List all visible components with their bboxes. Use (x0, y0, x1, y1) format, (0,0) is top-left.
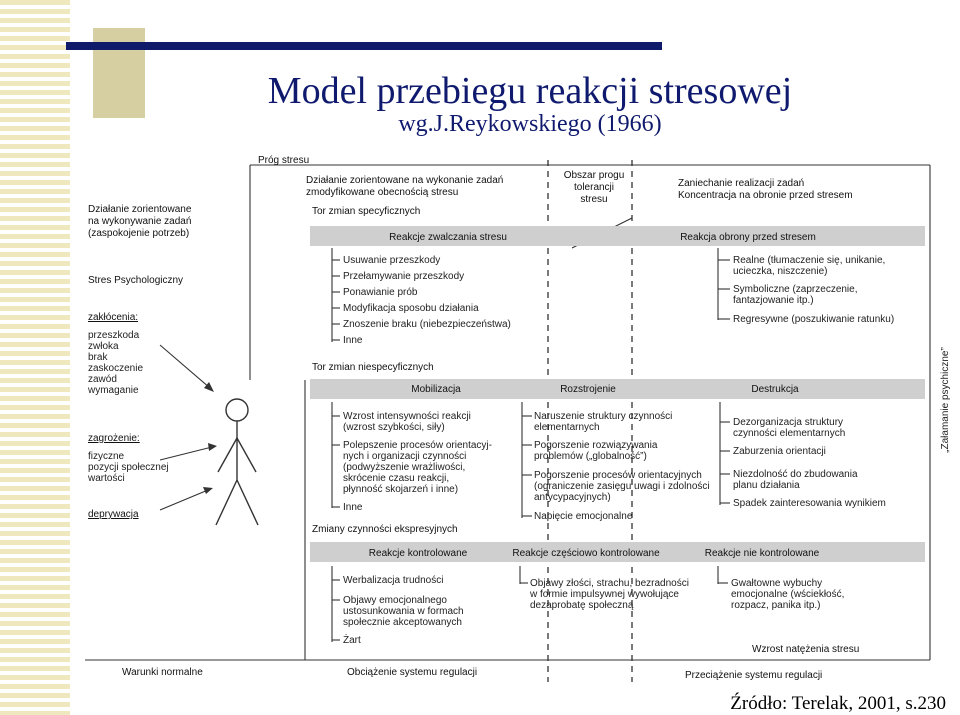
zalamanie-psychiczne-label: „Załamanie psychiczne” (940, 347, 951, 453)
zagrozenie-item: wartości (88, 473, 125, 484)
bar3-kontrolowane: Reakcje kontrolowane (368, 548, 468, 559)
czesciowo-item: w formie impulsywnej wywołujące (530, 589, 679, 600)
mobilizacja-item: Inne (343, 502, 363, 513)
obszar-progu-2: tolerancji (573, 182, 615, 193)
slide-title: Model przebiegu reakcji stresowej (267, 70, 793, 112)
zwalczanie-item: Inne (343, 335, 363, 346)
kontrolowane-item: Żart (343, 635, 361, 646)
obrona-item: ucieczka, niszczenie) (733, 266, 828, 277)
kontrolowane-item: Werbalizacja trudności (343, 575, 444, 586)
zaklocenia-item: wymaganie (88, 385, 139, 396)
destrukcja-list (720, 402, 886, 509)
zagrozenie-item: fizyczne (88, 451, 125, 462)
czesciowo-item: Objawy złości, strachu, bezradności (530, 578, 689, 589)
arrow-deprywacja (160, 490, 208, 510)
destrukcja-item: Spadek zainteresowania wynikiem (733, 498, 886, 509)
kontrolowane-list (332, 566, 464, 646)
czesciowo-item: dezaprobatę społeczną (530, 600, 634, 611)
niekontrolowane-list (718, 566, 844, 611)
bar1-left-label: Reakcje zwalczania stresu (389, 232, 507, 243)
zagrozenie-item: pozycji społecznej (88, 462, 169, 473)
bar3-czesciowo: Reakcje częściowo kontrolowane (512, 548, 660, 559)
zwalczanie-item: Przełamywanie przeszkody (343, 271, 465, 282)
mobilizacja-item: Polepszenie procesów orientacyj- (343, 440, 492, 451)
destrukcja-item: Dezorganizacja struktury (733, 417, 844, 428)
left-dzialanie-1: Działanie zorientowane (88, 204, 192, 215)
bar3-niekontrolowane: Reakcje nie kontrolowane (704, 548, 820, 559)
stres-psychologiczny-label: Stres Psychologiczny (88, 275, 184, 286)
rozstrojenie-item: problemów („globalność”) (534, 451, 647, 462)
dzialanie-zorientowane-1: Działanie zorientowane na wykonanie zadań (306, 175, 504, 186)
warunki-normalne-label: Warunki normalne (122, 667, 203, 678)
bar2-destrukcja: Destrukcja (751, 384, 799, 395)
left-dzialanie-2: na wykonywanie zadań (88, 216, 192, 227)
obrona-list (718, 248, 894, 325)
mobilizacja-item: Wzrost intensywności reakcji (343, 411, 471, 422)
obciazenie-label: Obciążenie systemu regulacji (347, 667, 478, 678)
arrow-zaklocenia (160, 345, 210, 388)
tor-specyficznych-label: Tor zmian specyficznych (312, 206, 421, 217)
tor-niespecyficznych-label: Tor zmian niespecyficznych (312, 362, 434, 373)
person-icon (216, 399, 258, 525)
zaklocenia-item: zaskoczenie (88, 363, 144, 374)
arrow-zagrozenie (160, 447, 212, 460)
rozstrojenie-list (522, 402, 710, 522)
czesciowo-kontrolowane-list (520, 566, 689, 611)
dzialanie-zorientowane-2: zmodyfikowane obecnością stresu (306, 187, 459, 198)
zwalczanie-item: Znoszenie braku (niebezpieczeństwa) (343, 319, 511, 330)
zaklocenia-item: zwłoka (88, 341, 119, 352)
reaction-bar-2 (310, 379, 925, 399)
niekontrolowane-item: rozpacz, panika itp.) (731, 600, 821, 611)
mobilizacja-item: płynność skojarzeń i inne) (343, 484, 459, 495)
zaklocenia-label: zakłócenia: (88, 312, 139, 323)
bar1-right-label: Reakcja obrony przed stresem (680, 232, 816, 243)
niekontrolowane-item: emocjonalne (wściekłość, (731, 589, 845, 600)
obrona-item: Symboliczne (zaprzeczenie, (733, 284, 858, 295)
left-dzialanie-3: (zaspokojenie potrzeb) (88, 228, 190, 239)
destrukcja-item: Zaburzenia orientacji (733, 446, 826, 457)
niekontrolowane-item: Gwałtowne wybuchy (731, 578, 823, 589)
obszar-progu-1: Obszar progu (563, 170, 625, 181)
rozstrojenie-item: Pogorszenie procesów orientacyjnych (534, 470, 702, 481)
kontrolowane-item: Objawy emocjonalnego (343, 595, 447, 606)
przeciazenie-label: Przeciążenie systemu regulacji (685, 670, 823, 681)
zwalczanie-item: Modyfikacja sposobu działania (343, 303, 479, 314)
rozstrojenie-item: antycypacyjnych) (534, 492, 611, 503)
kontrolowane-item: społecznie akceptowanych (343, 617, 462, 628)
zwalczanie-item: Usuwanie przeszkody (343, 255, 441, 266)
zmiany-ekspresyjnych-label: Zmiany czynności ekspresyjnych (312, 524, 458, 535)
mobilizacja-item: nych i organizacji czynności (343, 451, 467, 462)
bar2-mobilizacja: Mobilizacja (411, 384, 461, 395)
zwalczanie-list (332, 248, 511, 346)
mobilizacja-item: skrócenie czasu reakcji, (343, 473, 450, 484)
zwalczanie-item: Ponawianie prób (343, 287, 418, 298)
rozstrojenie-item: elementarnych (534, 422, 600, 433)
obrona-item: Realne (tłumaczenie się, unikanie, (733, 255, 886, 266)
destrukcja-item: planu działania (733, 480, 800, 491)
obszar-progu-3: stresu (580, 194, 608, 205)
mobilizacja-item: (wzrost szybkości, siły) (343, 422, 445, 433)
destrukcja-item: Niezdolność do zbudowania (733, 469, 858, 480)
zaklocenia-item: brak (88, 352, 108, 363)
obrona-item: Regresywne (poszukiwanie ratunku) (733, 314, 895, 325)
bar2-rozstrojenie: Rozstrojenie (560, 384, 616, 395)
mobilizacja-item: (podwyższenie wrażliwości, (343, 462, 466, 473)
zagrozenie-label: zagrożenie: (88, 433, 140, 444)
zaklocenia-item: przeszkoda (88, 330, 140, 341)
zaniechanie-2: Koncentracja na obronie przed stresem (678, 190, 853, 201)
prog-stresu-label: Próg stresu (258, 155, 310, 166)
deprywacja-label: deprywacja (88, 509, 139, 520)
source-citation: Źródło: Terelak, 2001, s.230 (730, 693, 946, 714)
wzrost-natezenia-label: Wzrost natężenia stresu (752, 644, 860, 655)
zaniechanie-1: Zaniechanie realizacji zadań (678, 178, 805, 189)
destrukcja-item: czynności elementarnych (733, 428, 846, 439)
rozstrojenie-item: Napięcie emocjonalne (534, 511, 633, 522)
slide-subtitle: wg.J.Reykowskiego (1966) (398, 111, 662, 137)
rozstrojenie-item: Pogorszenie rozwiązywania (534, 440, 658, 451)
rozstrojenie-item: Naruszenie struktury czynności (534, 411, 673, 422)
arrowhead-icon (203, 487, 213, 494)
kontrolowane-item: ustosunkowania w formach (343, 606, 464, 617)
zaklocenia-item: zawód (88, 374, 117, 385)
mobilizacja-list (332, 402, 492, 513)
obrona-item: fantazjowanie itp.) (733, 295, 814, 306)
rozstrojenie-item: (ograniczenie zasięgu uwagi i zdolności (534, 481, 710, 492)
arrowhead-icon (208, 443, 217, 451)
